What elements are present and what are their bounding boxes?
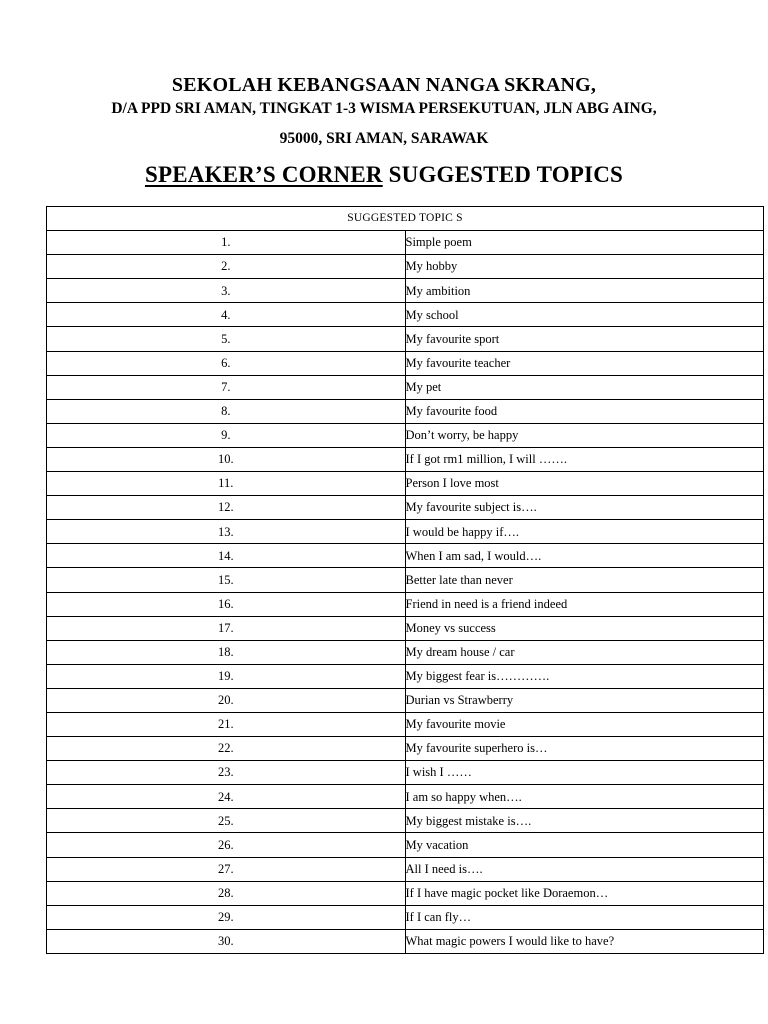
topic-text: Better late than never — [405, 568, 764, 592]
topic-text: Durian vs Strawberry — [405, 688, 764, 712]
table-row — [47, 303, 764, 327]
document-title-underlined: SPEAKER’S CORNER — [144, 162, 383, 187]
topic-text: My biggest fear is…………. — [405, 664, 764, 688]
topic-number: 16. — [47, 592, 406, 616]
table-row — [47, 785, 764, 809]
document-title — [0, 162, 768, 188]
topic-text: My favourite sport — [405, 327, 764, 351]
topic-text: My pet — [405, 375, 764, 399]
topic-text: My vacation — [405, 833, 764, 857]
topic-text: Money vs success — [405, 616, 764, 640]
school-address-line-2: 95000, SRI AMAN, SARAWAK — [279, 130, 489, 147]
table-row — [47, 688, 764, 712]
topic-number: 22. — [47, 737, 406, 761]
table-row — [47, 399, 764, 423]
topic-number: 14. — [47, 544, 406, 568]
topic-number: 20. — [47, 688, 406, 712]
topic-number: 9. — [47, 423, 406, 447]
topic-text: My favourite subject is…. — [405, 496, 764, 520]
table-row — [47, 279, 764, 303]
table-body — [47, 231, 764, 954]
topic-number: 6. — [47, 351, 406, 375]
topic-number: 30. — [47, 929, 406, 953]
table-row — [47, 544, 764, 568]
topic-text: I would be happy if…. — [405, 520, 764, 544]
topic-number: 19. — [47, 664, 406, 688]
topic-number: 21. — [47, 712, 406, 736]
table-row — [47, 375, 764, 399]
topic-text: My dream house / car — [405, 640, 764, 664]
topic-text: Person I love most — [405, 472, 764, 496]
topic-number: 3. — [47, 279, 406, 303]
document-title-rest: SUGGESTED TOPICS — [382, 162, 624, 187]
topic-number: 2. — [47, 255, 406, 279]
table-row — [47, 447, 764, 471]
table-row — [47, 664, 764, 688]
topic-text: Friend in need is a friend indeed — [405, 592, 764, 616]
topic-number: 25. — [47, 809, 406, 833]
table-row — [47, 423, 764, 447]
table-row — [47, 809, 764, 833]
table-row — [47, 881, 764, 905]
table-row — [47, 496, 764, 520]
table-row — [47, 616, 764, 640]
topic-number: 28. — [47, 881, 406, 905]
table-row — [47, 929, 764, 953]
topic-number: 23. — [47, 761, 406, 785]
topic-number: 24. — [47, 785, 406, 809]
topic-text: I am so happy when…. — [405, 785, 764, 809]
table-row — [47, 857, 764, 881]
topic-number: 15. — [47, 568, 406, 592]
topic-text: All I need is…. — [405, 857, 764, 881]
topic-text: My biggest mistake is…. — [405, 809, 764, 833]
topic-number: 7. — [47, 375, 406, 399]
topic-text: Simple poem — [405, 231, 764, 255]
topic-text: My school — [405, 303, 764, 327]
topic-text: If I can fly… — [405, 905, 764, 929]
topic-text: My favourite movie — [405, 712, 764, 736]
table-row — [47, 833, 764, 857]
table-row — [47, 905, 764, 929]
table-row — [47, 231, 764, 255]
table-row — [47, 568, 764, 592]
table-row — [47, 737, 764, 761]
topic-text: When I am sad, I would…. — [405, 544, 764, 568]
topic-number: 18. — [47, 640, 406, 664]
topic-number: 12. — [47, 496, 406, 520]
topic-number: 4. — [47, 303, 406, 327]
table-row — [47, 520, 764, 544]
topic-number: 29. — [47, 905, 406, 929]
topic-number: 13. — [47, 520, 406, 544]
topic-text: What magic powers I would like to have? — [405, 929, 764, 953]
school-address-line-1: D/A PPD SRI AMAN, TINGKAT 1-3 WISMA PERSEKUTUAN, JLN ABG AING, — [111, 100, 657, 117]
table-header-row — [47, 207, 764, 231]
topic-number: 27. — [47, 857, 406, 881]
topic-text: If I got rm1 million, I will ……. — [405, 447, 764, 471]
topic-text: I wish I …… — [405, 761, 764, 785]
suggested-topics-table — [46, 206, 764, 954]
topic-text: My favourite food — [405, 399, 764, 423]
topic-text: My favourite superhero is… — [405, 737, 764, 761]
topic-number: 5. — [47, 327, 406, 351]
topic-number: 17. — [47, 616, 406, 640]
table-row — [47, 712, 764, 736]
topic-text: My ambition — [405, 279, 764, 303]
topic-number: 10. — [47, 447, 406, 471]
topic-text: Don’t worry, be happy — [405, 423, 764, 447]
table-row — [47, 472, 764, 496]
topic-text: My hobby — [405, 255, 764, 279]
topic-number: 26. — [47, 833, 406, 857]
table-row — [47, 761, 764, 785]
table-row — [47, 255, 764, 279]
table-row — [47, 351, 764, 375]
table-heading: SUGGESTED TOPIC S — [47, 207, 764, 231]
topic-number: 8. — [47, 399, 406, 423]
table-row — [47, 327, 764, 351]
table-row — [47, 640, 764, 664]
topic-text: My favourite teacher — [405, 351, 764, 375]
topic-text: If I have magic pocket like Doraemon… — [405, 881, 764, 905]
topic-number: 1. — [47, 231, 406, 255]
table-row — [47, 592, 764, 616]
topic-number: 11. — [47, 472, 406, 496]
school-name: SEKOLAH KEBANGSAAN NANGA SKRANG, — [171, 74, 597, 96]
